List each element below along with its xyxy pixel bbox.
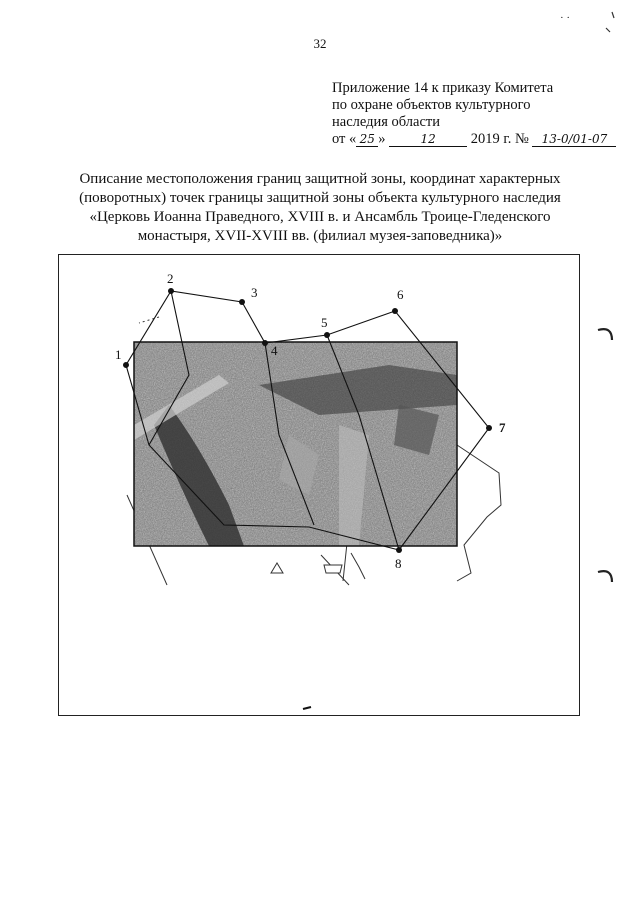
date-prefix: от « <box>332 131 357 147</box>
heading-line-2: (поворотных) точек границы защитной зоны объекта культурного наследия <box>79 190 561 206</box>
point-label-5: 5 <box>321 315 328 330</box>
heading-line-3: «Церковь Иоанна Праведного, XVIII в. и Ансамбль Троице-Гледенского <box>89 209 551 225</box>
point-label-2: 2 <box>167 271 174 286</box>
appendix-line-3: наследия области <box>332 114 441 130</box>
date-year: 2019 г. № <box>470 131 529 147</box>
document-heading <box>40 170 600 246</box>
appendix-line-1: Приложение 14 к приказу Комитета <box>332 80 554 96</box>
heading-line-4: монастыря, XVII-XVIII вв. (филиал музея-заповедника)» <box>137 228 503 244</box>
boundary-point-7 <box>486 425 492 431</box>
point-label-4: 4 <box>271 343 278 358</box>
appendix-date-line <box>332 131 632 148</box>
point-label-3: 3 <box>251 285 258 300</box>
map-svg <box>59 255 581 717</box>
boundary-point-8 <box>396 547 402 553</box>
appendix-line-2: по охране объектов культурного <box>332 97 531 113</box>
aerial-photo <box>134 342 457 546</box>
page-number: 32 <box>313 36 327 51</box>
point-label-7: 7 <box>499 420 506 435</box>
boundary-point-5 <box>324 332 330 338</box>
point-label-1: 1 <box>115 347 122 362</box>
boundary-point-6 <box>392 308 398 314</box>
boundary-point-2 <box>168 288 174 294</box>
appendix-block <box>332 80 632 148</box>
boundary-point-1 <box>123 362 129 368</box>
boundary-point-4 <box>262 340 268 346</box>
point-label-6: 6 <box>397 287 404 302</box>
map-frame <box>58 254 580 716</box>
point-label-8: 8 <box>395 556 402 571</box>
date-day-suffix: » <box>378 131 386 147</box>
scan-dash <box>303 707 311 709</box>
scan-mark: · · <box>560 12 571 24</box>
date-month: 12 <box>389 133 467 147</box>
boundary-point-3 <box>239 299 245 305</box>
date-day: 25 <box>356 133 378 147</box>
heading-line-1: Описание местоположения границ защитной зоны, координат характерных <box>79 171 561 187</box>
order-number: 13-0/01-07 <box>532 133 616 147</box>
